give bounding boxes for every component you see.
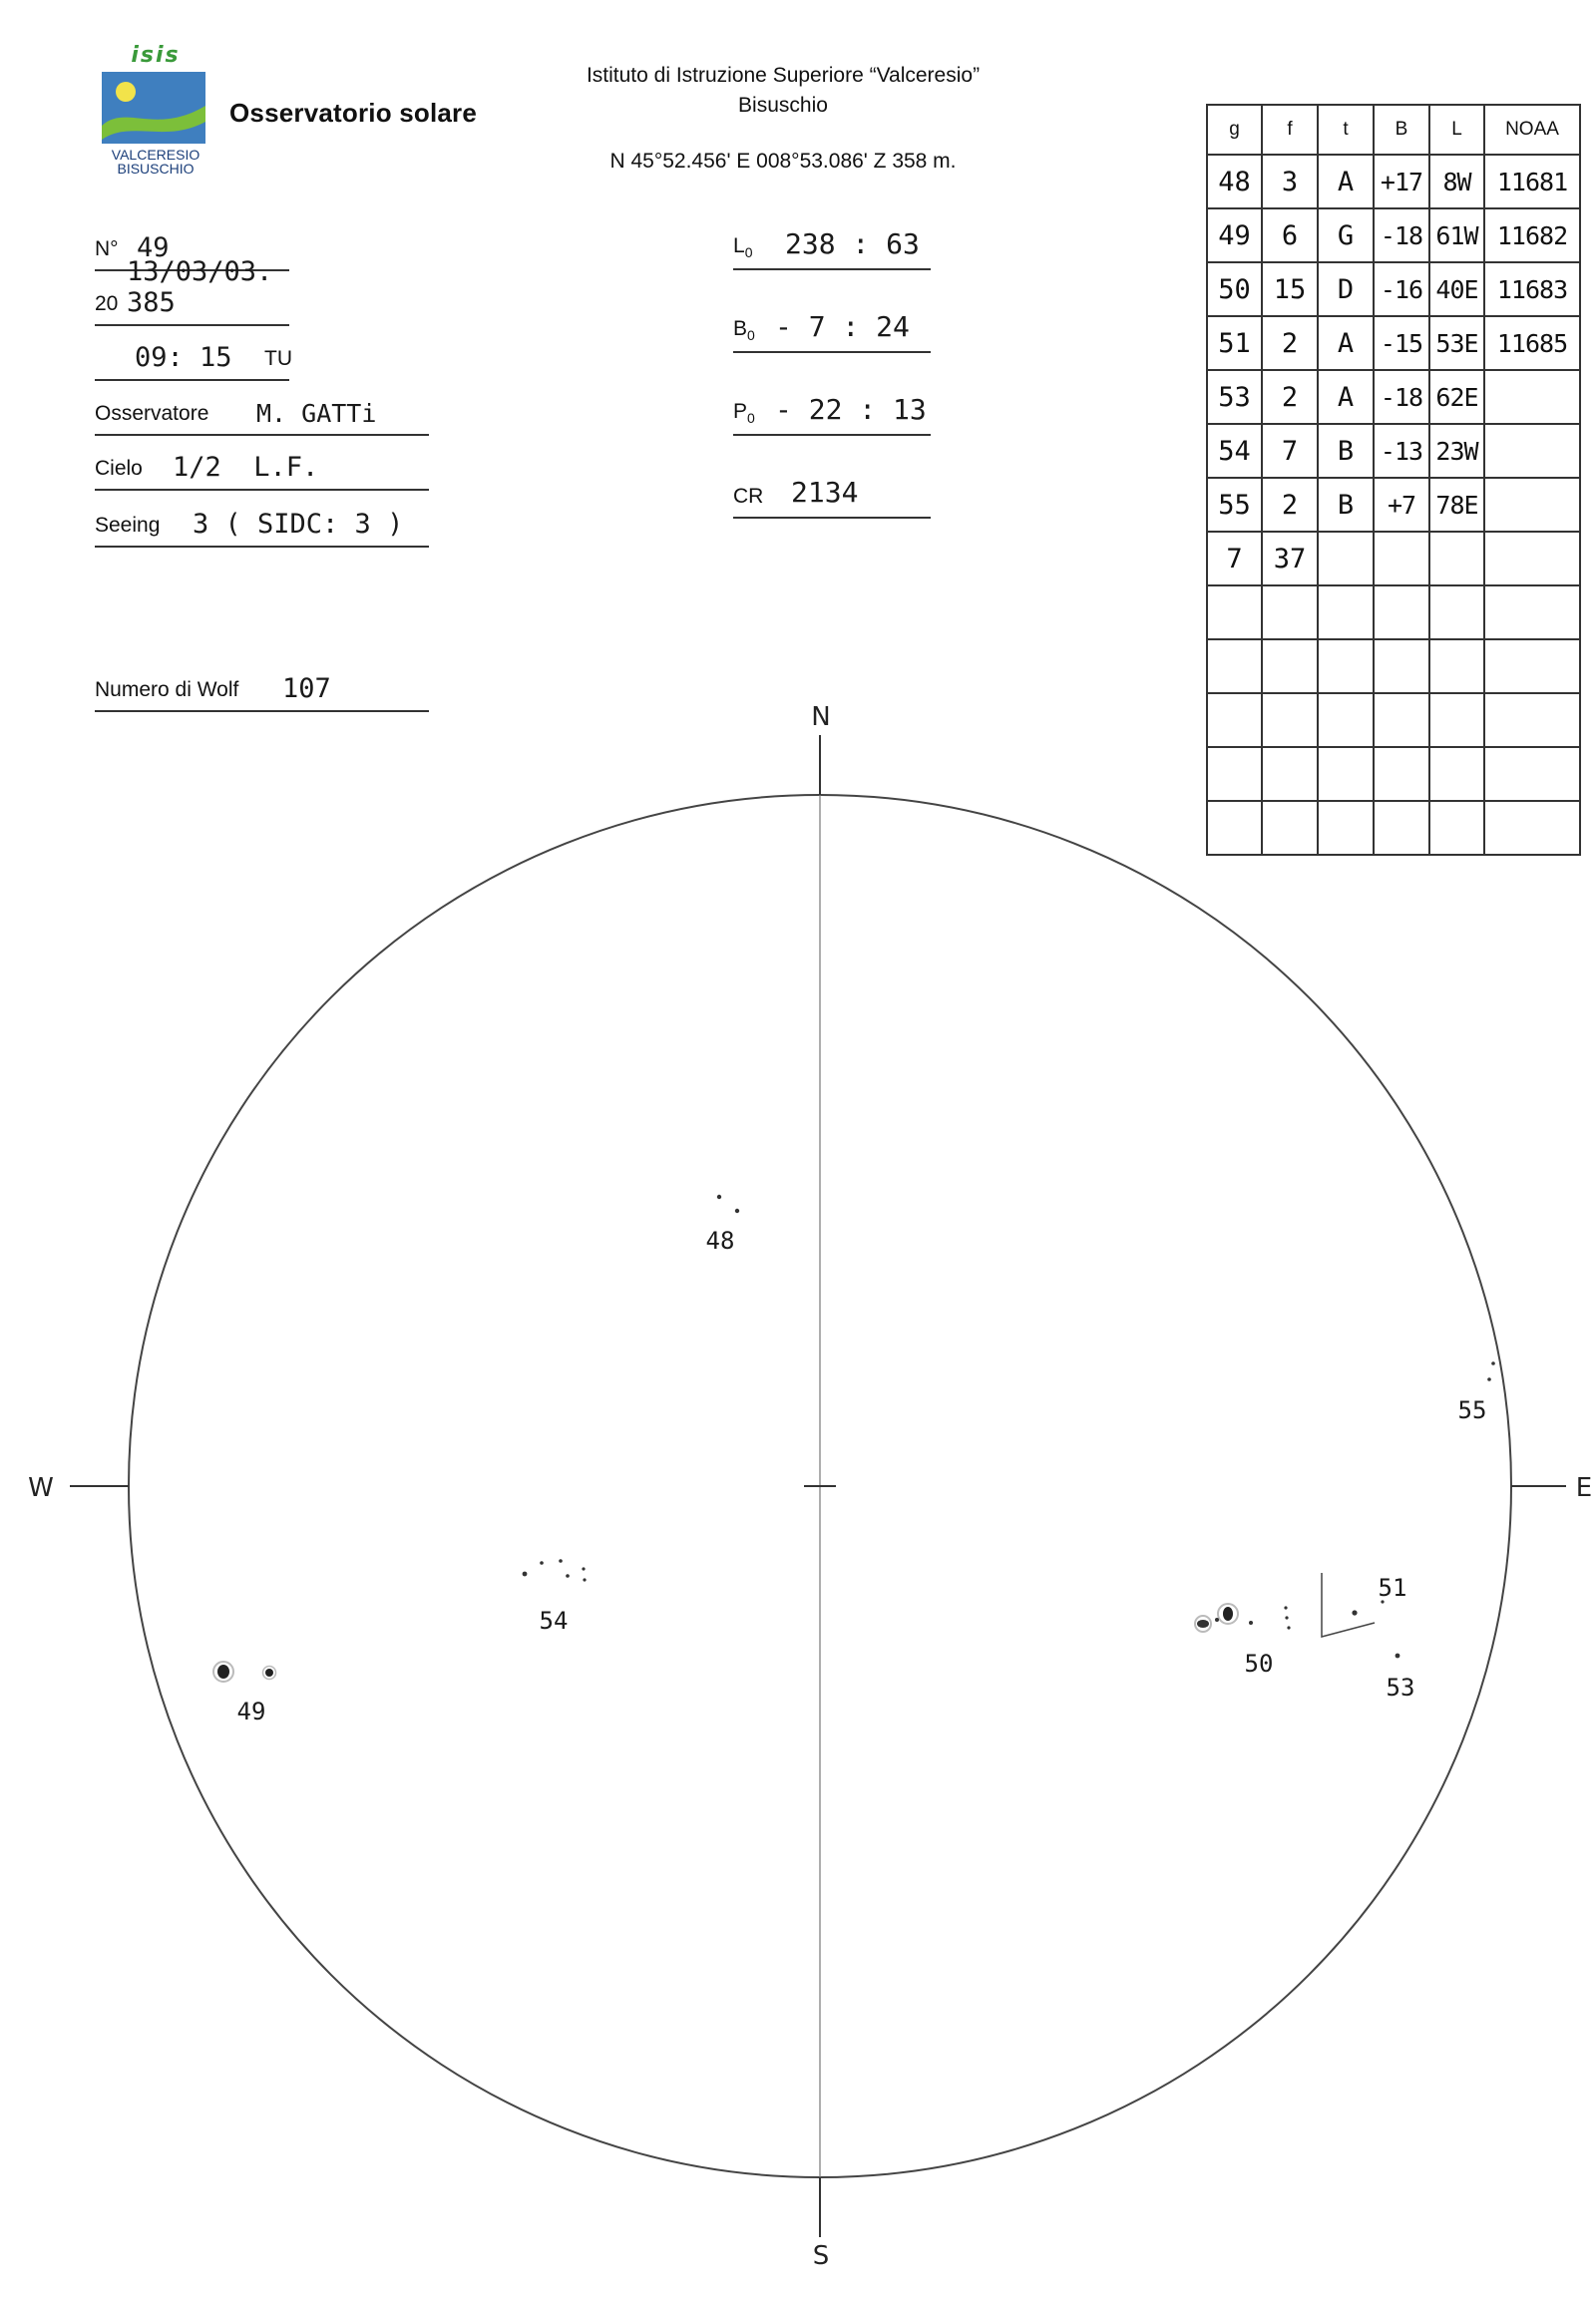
table-cell: 7	[1207, 532, 1262, 585]
table-cell: 78E	[1429, 478, 1484, 532]
carrington-rotation-label: CR	[733, 485, 764, 508]
table-cell: 48	[1207, 155, 1262, 208]
institute-town: Bisuschio	[738, 94, 828, 117]
b0-value: - 7 : 24	[775, 310, 910, 343]
logo-line2: BISUSCHIO	[117, 161, 195, 177]
p0-value: - 22 : 13	[775, 393, 927, 426]
seeing-value: 3 ( SIDC: 3 )	[193, 509, 404, 540]
table-cell: 53	[1207, 370, 1262, 424]
observatory-title: Osservatorio solare	[229, 98, 478, 128]
header-spots: f	[1262, 105, 1318, 155]
table-cell: -16	[1374, 262, 1429, 316]
sunspot-group-50	[1195, 1604, 1291, 1678]
table-cell: A	[1318, 316, 1374, 370]
table-cell: 11681	[1484, 155, 1580, 208]
group-label-49: 49	[236, 1698, 266, 1725]
group-label-55: 55	[1457, 1396, 1487, 1424]
table-cell: 8W	[1429, 155, 1484, 208]
time-value: 09: 15	[135, 342, 232, 373]
l0-value: 238 : 63	[785, 227, 920, 260]
carrington-rotation-value: 2134	[791, 476, 859, 509]
table-cell: 37	[1262, 532, 1318, 585]
sunspot-group-49	[213, 1662, 276, 1725]
institute-name: Istituto di Istruzione Superiore “Valceresio”	[586, 64, 981, 87]
table-cell: 2	[1262, 478, 1318, 532]
table-cell: 2	[1262, 370, 1318, 424]
table-cell: 11685	[1484, 316, 1580, 370]
group-label-48: 48	[705, 1227, 735, 1255]
table-cell: 49	[1207, 208, 1262, 262]
group-label-51: 51	[1378, 1574, 1407, 1602]
date-prefix: 20	[95, 292, 119, 315]
table-cell: 3	[1262, 155, 1318, 208]
sunspot-group-55	[1458, 1361, 1495, 1424]
table-cell: 40E	[1429, 262, 1484, 316]
sunspot-group-53	[1387, 1654, 1415, 1702]
table-cell: A	[1318, 155, 1374, 208]
table-cell: B	[1318, 478, 1374, 532]
sunspot-group-48	[706, 1195, 740, 1255]
observer-value: M. GATTi	[256, 399, 377, 428]
sunspot-group-51	[1322, 1573, 1406, 1637]
seeing-label: Seeing	[95, 514, 161, 537]
observation-number-value: 49	[137, 232, 170, 263]
table-cell: B	[1318, 424, 1374, 478]
logo-mark: isis	[131, 44, 181, 68]
date-value: 13/03/03. 385	[127, 256, 273, 318]
sunspot-group-54	[523, 1559, 587, 1635]
logo-line1: VALCERESIO	[111, 147, 200, 163]
table-cell: -18	[1374, 370, 1429, 424]
table-cell: 7	[1262, 424, 1318, 478]
table-cell: 55	[1207, 478, 1262, 532]
table-cell: 15	[1262, 262, 1318, 316]
group-label-53: 53	[1386, 1674, 1415, 1702]
wolf-number-value: 107	[282, 673, 331, 704]
table-cell: D	[1318, 262, 1374, 316]
time-zone: TU	[264, 347, 292, 370]
header-group: g	[1207, 105, 1262, 155]
east-label: E	[1575, 1473, 1593, 1503]
b0-label: $B_0$	[733, 316, 755, 343]
table-cell: 54	[1207, 424, 1262, 478]
table-cell: +7	[1374, 478, 1429, 532]
table-cell: 6	[1262, 208, 1318, 262]
sky-label: Cielo	[95, 457, 143, 480]
wolf-number-label: Numero di Wolf	[95, 678, 239, 701]
table-cell: -15	[1374, 316, 1429, 370]
table-cell: 53E	[1429, 316, 1484, 370]
l0-label: $L_0$	[733, 233, 753, 260]
group-label-54: 54	[539, 1607, 569, 1635]
table-cell: +17	[1374, 155, 1429, 208]
table-cell: 11683	[1484, 262, 1580, 316]
observatory-coordinates: N 45°52.456' E 008°53.086' Z 358 m.	[609, 150, 957, 173]
observation-number-label: N°	[95, 237, 119, 260]
table-cell: G	[1318, 208, 1374, 262]
north-label: N	[811, 702, 831, 732]
west-label: W	[28, 1473, 54, 1503]
group-label-50: 50	[1244, 1650, 1274, 1678]
table-cell: 61W	[1429, 208, 1484, 262]
table-cell: 50	[1207, 262, 1262, 316]
table-cell: A	[1318, 370, 1374, 424]
table-cell: 51	[1207, 316, 1262, 370]
table-cell: -18	[1374, 208, 1429, 262]
header-noaa: NOAA	[1484, 105, 1580, 155]
table-cell: -13	[1374, 424, 1429, 478]
table-cell: 62E	[1429, 370, 1484, 424]
sky-value: 1/2 L.F.	[173, 452, 319, 483]
p0-label: $P_0$	[733, 399, 755, 426]
header-latitude: B	[1374, 105, 1429, 155]
table-cell: 2	[1262, 316, 1318, 370]
table-cell: 23W	[1429, 424, 1484, 478]
header-type: t	[1318, 105, 1374, 155]
south-label: S	[812, 2241, 830, 2271]
table-cell: 11682	[1484, 208, 1580, 262]
observer-label: Osservatore	[95, 402, 209, 425]
header-longitude: L	[1429, 105, 1484, 155]
